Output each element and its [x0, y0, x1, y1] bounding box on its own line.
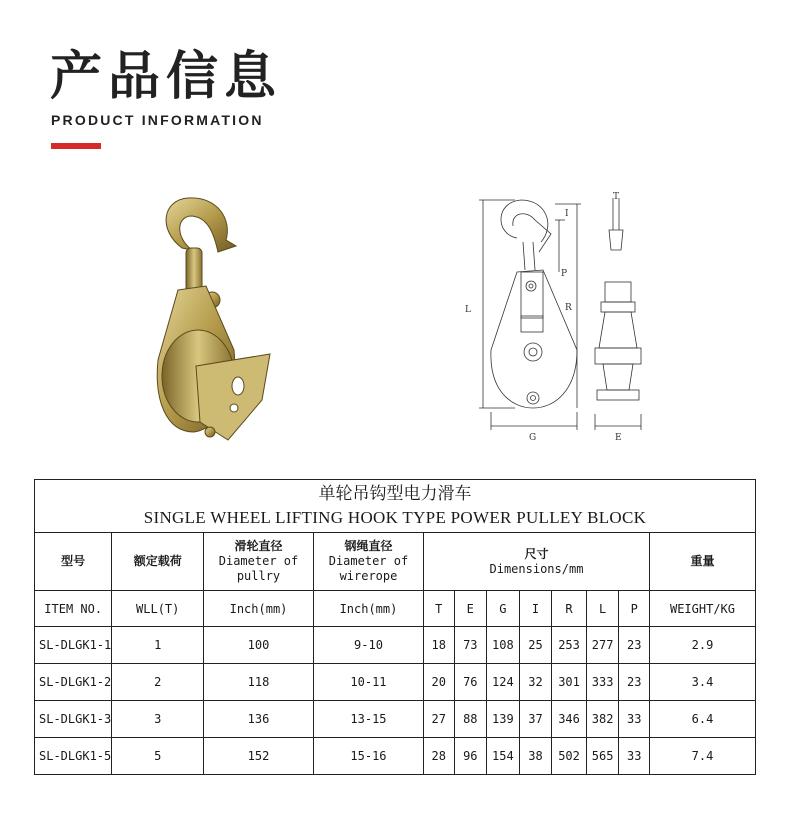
cell-model: SL-DLGK1-3: [35, 701, 112, 738]
dim-label-p: P: [561, 269, 568, 279]
table-caption-row: [35, 480, 756, 533]
cell-p: 33: [619, 738, 650, 775]
cell-p: 23: [619, 627, 650, 664]
cell-i: 37: [519, 701, 552, 738]
subheader-l: L: [586, 591, 619, 627]
table-header-row: [35, 533, 756, 591]
subheader-r: R: [552, 591, 587, 627]
cell-l: 277: [586, 627, 619, 664]
page-subtitle: PRODUCT INFORMATION: [51, 112, 264, 128]
dim-label-e: E: [615, 433, 622, 443]
subheader-e: E: [454, 591, 487, 627]
cell-r: 346: [552, 701, 587, 738]
cell-e: 96: [454, 738, 487, 775]
technical-drawing: [455, 190, 665, 450]
subheader-g: G: [487, 591, 520, 627]
table-caption-en: SINGLE WHEEL LIFTING HOOK TYPE POWER PULLEY BLOCK: [143, 508, 647, 527]
table-row: [35, 664, 756, 701]
cell-t: 28: [423, 738, 454, 775]
header-model: 型号: [35, 533, 112, 591]
cell-i: 32: [519, 664, 552, 701]
cell-r: 502: [552, 738, 587, 775]
subheader-model: ITEM NO.: [35, 591, 112, 627]
dim-label-g: G: [529, 433, 537, 443]
header-rope: 钢绳直径 Diameter of wirerope: [313, 533, 423, 591]
cell-weight: 2.9: [649, 627, 755, 664]
cell-g: 124: [487, 664, 520, 701]
cell-rope: 15-16: [313, 738, 423, 775]
page-title: 产品信息: [50, 47, 283, 107]
subheader-pulley: Inch(mm): [204, 591, 314, 627]
cell-l: 382: [586, 701, 619, 738]
dim-label-l: L: [465, 305, 471, 315]
cell-wll: 2: [112, 664, 204, 701]
cell-pulley: 100: [204, 627, 314, 664]
cell-e: 88: [454, 701, 487, 738]
cell-wll: 3: [112, 701, 204, 738]
cell-e: 73: [454, 627, 487, 664]
cell-wll: 5: [112, 738, 204, 775]
cell-p: 23: [619, 664, 650, 701]
cell-g: 154: [487, 738, 520, 775]
cell-p: 33: [619, 701, 650, 738]
cell-model: SL-DLGK1-5: [35, 738, 112, 775]
cell-pulley: 136: [204, 701, 314, 738]
subheader-load: WLL(T): [112, 591, 204, 627]
cell-rope: 9-10: [313, 627, 423, 664]
cell-pulley: 118: [204, 664, 314, 701]
table-row: [35, 738, 756, 775]
subheader-rope: Inch(mm): [313, 591, 423, 627]
table-row: [35, 627, 756, 664]
table-subheader-row: [35, 591, 756, 627]
cell-t: 18: [423, 627, 454, 664]
cell-e: 76: [454, 664, 487, 701]
product-photo: [140, 190, 290, 450]
header-weight: 重量: [649, 533, 755, 591]
cell-wll: 1: [112, 627, 204, 664]
dim-label-t: T: [613, 192, 620, 202]
cell-t: 27: [423, 701, 454, 738]
cell-g: 139: [487, 701, 520, 738]
cell-rope: 10-11: [313, 664, 423, 701]
subheader-weight: WEIGHT/KG: [649, 591, 755, 627]
cell-g: 108: [487, 627, 520, 664]
cell-t: 20: [423, 664, 454, 701]
cell-weight: 6.4: [649, 701, 755, 738]
subheader-t: T: [423, 591, 454, 627]
cell-rope: 13-15: [313, 701, 423, 738]
header-pulley: 滑轮直径 Diameter of pullry: [204, 533, 314, 591]
cell-i: 38: [519, 738, 552, 775]
dim-label-i: I: [565, 209, 569, 219]
cell-weight: 3.4: [649, 664, 755, 701]
cell-r: 253: [552, 627, 587, 664]
spec-table: [34, 479, 756, 775]
cell-l: 565: [586, 738, 619, 775]
cell-model: SL-DLGK1-2: [35, 664, 112, 701]
cell-pulley: 152: [204, 738, 314, 775]
cell-i: 25: [519, 627, 552, 664]
cell-weight: 7.4: [649, 738, 755, 775]
subheader-i: I: [519, 591, 552, 627]
cell-l: 333: [586, 664, 619, 701]
table-caption-zh: 单轮吊钩型电力滑车: [318, 484, 472, 504]
subheader-p: P: [619, 591, 650, 627]
header-dimensions: 尺寸 Dimensions/mm: [423, 533, 649, 591]
cell-r: 301: [552, 664, 587, 701]
accent-bar: [51, 143, 101, 149]
table-row: [35, 701, 756, 738]
dim-label-r: R: [565, 303, 572, 313]
header-load: 额定载荷: [112, 533, 204, 591]
cell-model: SL-DLGK1-1: [35, 627, 112, 664]
